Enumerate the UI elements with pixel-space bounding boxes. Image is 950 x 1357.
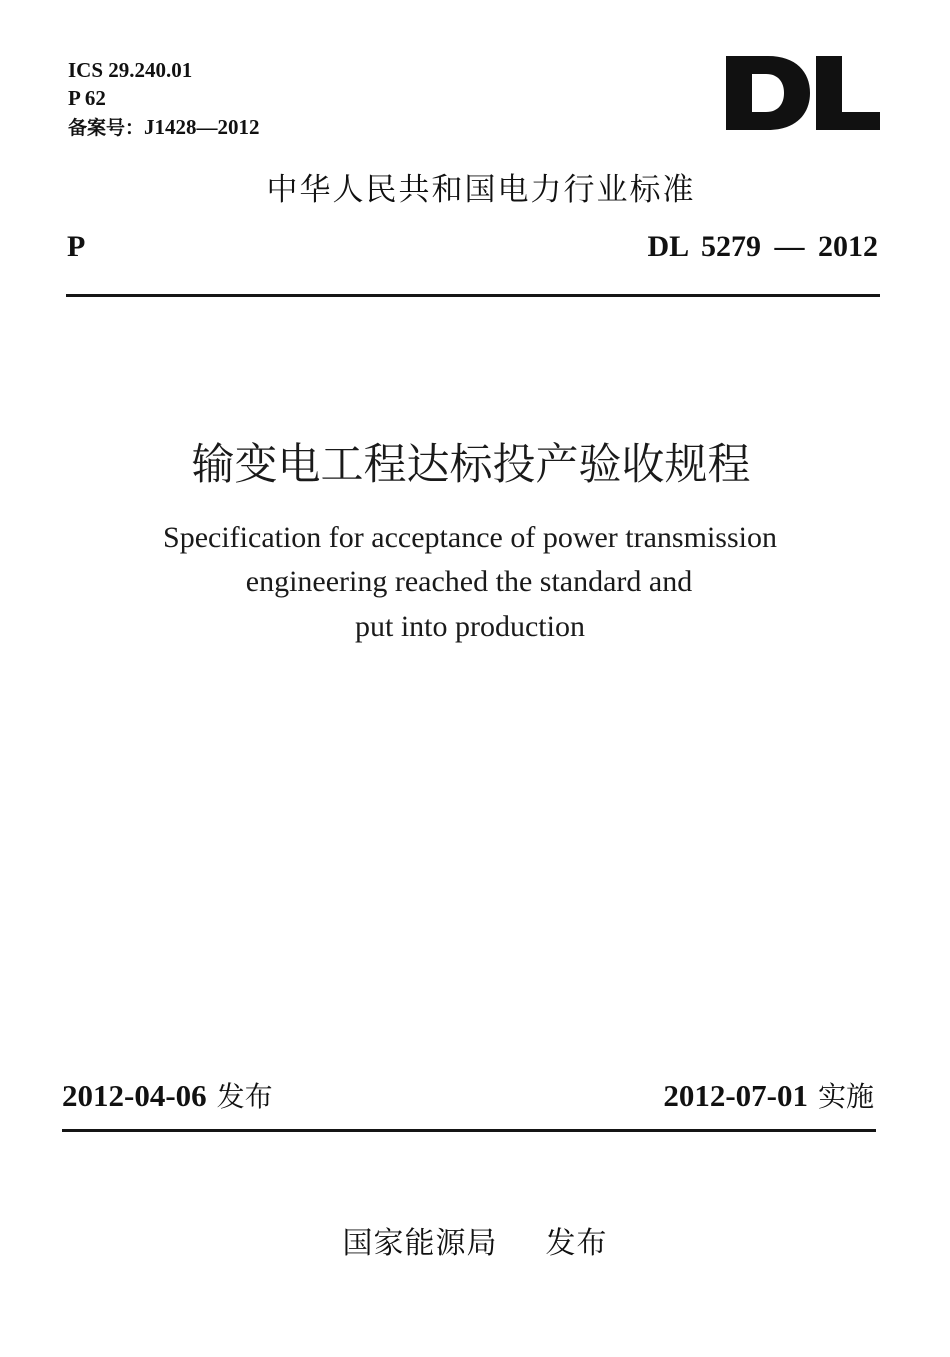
title-english-line-1: Specification for acceptance of power transmission [163, 521, 777, 554]
filing-number-line [68, 115, 260, 140]
publisher-line [0, 1226, 950, 1262]
dl-logo [722, 52, 882, 134]
title-english-line-2: engineering reached the standard and [245, 565, 693, 598]
logo-letter-d [726, 56, 810, 130]
title-chinese: 输变电工程达标投产验收规程 [191, 440, 751, 490]
header-divider [66, 294, 880, 297]
title-english-line-3: put into production [355, 610, 585, 643]
category-letter: P [67, 230, 86, 263]
publisher-name: 国家能源局 [342, 1226, 498, 1261]
ics-code: ICS 29.240.01 [68, 58, 193, 82]
logo-letter-l [816, 56, 880, 130]
filing-label: 备案号： [68, 117, 145, 139]
effective-label: 实施 [817, 1080, 874, 1113]
filing-number: J1428—2012 [144, 115, 260, 139]
issue-date-block [62, 1078, 273, 1115]
standard-number: DL 5279 — 2012 [647, 230, 878, 263]
issue-date: 2012-04-06 [62, 1078, 207, 1113]
effective-date-block [663, 1078, 874, 1115]
category-code: P 62 [68, 86, 106, 110]
publisher-action: 发布 [545, 1226, 608, 1261]
effective-date: 2012-07-01 [663, 1078, 808, 1113]
footer-divider [62, 1129, 876, 1132]
issue-label: 发布 [216, 1080, 273, 1113]
national-standard-heading: 中华人民共和国电力行业标准 [266, 172, 696, 208]
